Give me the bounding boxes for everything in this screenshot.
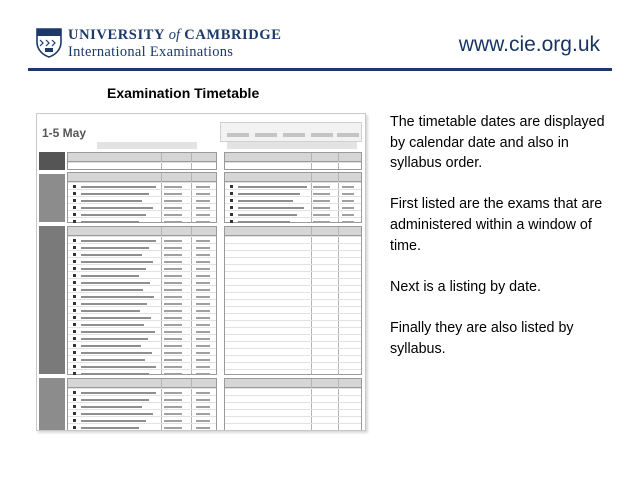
- timetable-row-bullet: [73, 309, 76, 312]
- timetable-row-bullet: [73, 344, 76, 347]
- timetable-row-line: [225, 299, 361, 300]
- timetable-row-bullet: [73, 274, 76, 277]
- timetable-row-line: [225, 250, 361, 251]
- timetable-row-duration: [196, 413, 210, 415]
- timetable-row-code: [313, 214, 330, 216]
- timetable-row-text: [81, 268, 146, 270]
- document-band: [97, 142, 197, 149]
- timetable-row-text: [81, 427, 139, 429]
- timetable-row-line: [68, 217, 216, 218]
- timetable-row-line: [225, 348, 361, 349]
- timetable-block: [67, 226, 217, 375]
- timetable-row-text: [81, 366, 156, 368]
- timetable-row-duration: [196, 214, 210, 216]
- timetable-row-text: [81, 406, 142, 408]
- timetable-row-line: [68, 409, 216, 410]
- timetable-row-line: [225, 236, 361, 237]
- timetable-row-text: [81, 247, 149, 249]
- timetable-row-text: [81, 289, 143, 291]
- timetable-row-code: [164, 310, 182, 312]
- timetable-block-header: [225, 153, 361, 162]
- timetable-row-duration: [196, 366, 210, 368]
- timetable-row-text: [81, 261, 153, 263]
- timetable-row-code: [164, 221, 182, 223]
- timetable-row-bullet: [230, 220, 233, 223]
- timetable-column-line: [191, 153, 192, 169]
- timetable-row-bullet: [230, 206, 233, 209]
- timetable-row-code: [164, 352, 182, 354]
- timetable-block-header: [68, 379, 216, 388]
- timetable-row-line: [225, 341, 361, 342]
- timetable-row-bullet: [73, 185, 76, 188]
- timetable-row-bullet: [73, 213, 76, 216]
- timetable-row-text: [81, 254, 142, 256]
- timetable-row-line: [68, 292, 216, 293]
- timetable-row-text: [81, 207, 153, 209]
- timetable-row-line: [225, 210, 361, 211]
- timetable-block: [224, 226, 362, 375]
- timetable-row-line: [225, 416, 361, 417]
- brand-cambridge: CAMBRIDGE: [184, 27, 282, 43]
- timetable-row-duration: [196, 289, 210, 291]
- timetable-row-text: [238, 186, 307, 188]
- timetable-row-line: [68, 299, 216, 300]
- timetable-row-bullet: [73, 426, 76, 429]
- cambridge-crest-icon: [36, 28, 62, 58]
- timetable-row-line: [225, 285, 361, 286]
- timetable-row-line: [225, 182, 361, 183]
- timetable-row-text: [238, 221, 290, 223]
- document-band: [227, 142, 357, 149]
- timetable-row-code: [164, 240, 182, 242]
- timetable-row-line: [68, 278, 216, 279]
- timetable-row-text: [81, 221, 139, 223]
- timetable-row-duration: [196, 193, 210, 195]
- timetable-row-code: [164, 207, 182, 209]
- paragraph-calendar-order: The timetable dates are displayed by calendar date and also in syllabus order.: [390, 114, 605, 172]
- timetable-row-text: [81, 345, 141, 347]
- timetable-row-line: [68, 327, 216, 328]
- timetable-row-duration: [196, 275, 210, 277]
- slide-heading: Examination Timetable: [107, 85, 260, 101]
- timetable-row-text: [81, 420, 146, 422]
- timetable-row-line: [225, 196, 361, 197]
- timetable-row-code: [164, 399, 182, 401]
- timetable-row-line: [225, 320, 361, 321]
- timetable-row-line: [225, 355, 361, 356]
- timetable-row-text: [81, 352, 152, 354]
- timetable-row-text: [81, 338, 148, 340]
- timetable-row-bullet: [73, 302, 76, 305]
- timetable-row-bullet: [73, 199, 76, 202]
- brand-university: UNIVERSITY: [68, 27, 165, 43]
- timetable-row-line: [68, 320, 216, 321]
- timetable-block-header: [225, 379, 361, 388]
- timetable-block: [224, 172, 362, 223]
- timetable-row-text: [81, 296, 154, 298]
- timetable-row-text: [81, 399, 149, 401]
- timetable-column-line: [311, 153, 312, 169]
- timetable-row-line: [68, 271, 216, 272]
- timetable-row-line: [225, 203, 361, 204]
- timetable-column-line: [191, 173, 192, 222]
- timetable-row-line: [68, 189, 216, 190]
- timetable-row-duration: [196, 268, 210, 270]
- timetable-row-duration: [196, 338, 210, 340]
- timetable-document-image: [36, 113, 366, 431]
- day-label-tuesday: [39, 174, 65, 222]
- timetable-row-code: [313, 193, 330, 195]
- day-header-label: [39, 152, 65, 170]
- timetable-row-text: [238, 214, 297, 216]
- timetable-row-line: [68, 388, 216, 389]
- timetable-row-bullet: [230, 192, 233, 195]
- timetable-row-line: [68, 395, 216, 396]
- timetable-row-bullet: [73, 391, 76, 394]
- timetable-row-code: [164, 200, 182, 202]
- timetable-row-line: [225, 217, 361, 218]
- timetable-row-code: [164, 413, 182, 415]
- timetable-row-line: [68, 285, 216, 286]
- timetable-row-code: [164, 282, 182, 284]
- timetable-row-text: [81, 282, 150, 284]
- timetable-row-line: [68, 243, 216, 244]
- timetable-row-line: [225, 313, 361, 314]
- timetable-row-line: [225, 388, 361, 389]
- timetable-column-line: [161, 153, 162, 169]
- timetable-row-bullet: [73, 405, 76, 408]
- timetable-row-bullet: [73, 337, 76, 340]
- timetable-row-line: [68, 264, 216, 265]
- brand-of: of: [168, 27, 181, 43]
- timetable-row-line: [225, 409, 361, 410]
- timetable-row-duration: [196, 310, 210, 312]
- timetable-row-duration: [342, 214, 354, 216]
- timetable-row-text: [81, 193, 149, 195]
- timetable-row-line: [225, 162, 361, 163]
- timetable-row-line: [68, 182, 216, 183]
- timetable-row-code: [164, 345, 182, 347]
- header: [0, 0, 638, 78]
- timetable-row-code: [164, 324, 182, 326]
- timetable-row-code: [164, 186, 182, 188]
- timetable-row-bullet: [73, 412, 76, 415]
- timetable-row-duration: [196, 352, 210, 354]
- timetable-column-line: [311, 173, 312, 222]
- timetable-row-code: [164, 254, 182, 256]
- timetable-row-bullet: [73, 295, 76, 298]
- timetable-row-text: [81, 373, 149, 375]
- timetable-row-code: [164, 420, 182, 422]
- timetable-row-text: [81, 310, 140, 312]
- paragraph-by-date: Next is a listing by date.: [390, 278, 541, 295]
- timetable-row-duration: [196, 221, 210, 223]
- timetable-row-line: [68, 430, 216, 431]
- timetable-block: [224, 378, 362, 431]
- timetable-row-code: [164, 289, 182, 291]
- timetable-row-code: [164, 296, 182, 298]
- timetable-row-line: [225, 362, 361, 363]
- timetable-row-text: [81, 413, 153, 415]
- timetable-row-text: [81, 275, 139, 277]
- timetable-row-duration: [196, 254, 210, 256]
- brand-logo: [68, 27, 282, 60]
- day-label-wednesday: [39, 226, 65, 374]
- timetable-row-duration: [196, 399, 210, 401]
- timetable-row-text: [81, 186, 156, 188]
- timetable-row-line: [225, 243, 361, 244]
- timetable-row-bullet: [73, 398, 76, 401]
- timetable-row-bullet: [73, 267, 76, 270]
- timetable-row-code: [164, 193, 182, 195]
- timetable-row-line: [225, 278, 361, 279]
- timetable-row-line: [225, 189, 361, 190]
- timetable-row-duration: [342, 221, 354, 223]
- timetable-row-line: [68, 334, 216, 335]
- timetable-row-text: [81, 392, 156, 394]
- timetable-row-text: [81, 324, 144, 326]
- timetable-column-line: [338, 173, 339, 222]
- timetable-row-duration: [196, 303, 210, 305]
- timetable-block-header: [68, 227, 216, 236]
- timetable-row-bullet: [230, 185, 233, 188]
- timetable-block-header: [225, 173, 361, 182]
- timetable-row-bullet: [73, 351, 76, 354]
- timetable-row-bullet: [73, 419, 76, 422]
- timetable-row-bullet: [73, 372, 76, 375]
- timetable-row-text: [81, 359, 145, 361]
- timetable-row-code: [164, 359, 182, 361]
- timetable-row-code: [164, 214, 182, 216]
- timetable-row-code: [313, 186, 330, 188]
- day-label-thursday: [39, 378, 65, 431]
- website-url[interactable]: www.cie.org.uk: [458, 33, 600, 56]
- timetable-row-duration: [342, 207, 354, 209]
- timetable-block-header: [68, 173, 216, 182]
- timetable-row-duration: [196, 359, 210, 361]
- timetable-row-bullet: [73, 330, 76, 333]
- timetable-row-code: [164, 373, 182, 375]
- timetable-row-line: [225, 264, 361, 265]
- timetable-row-duration: [196, 345, 210, 347]
- timetable-row-line: [225, 395, 361, 396]
- timetable-row-code: [164, 338, 182, 340]
- timetable-row-bullet: [73, 220, 76, 223]
- timetable-column-line: [161, 173, 162, 222]
- timetable-row-code: [164, 331, 182, 333]
- timetable-row-code: [164, 268, 182, 270]
- timetable-row-bullet: [73, 192, 76, 195]
- timetable-block: [67, 152, 217, 170]
- timetable-row-duration: [342, 200, 354, 202]
- timetable-row-line: [68, 196, 216, 197]
- timetable-row-duration: [196, 207, 210, 209]
- timetable-row-duration: [196, 331, 210, 333]
- timetable-row-bullet: [73, 206, 76, 209]
- timetable-row-duration: [196, 406, 210, 408]
- timetable-row-code: [164, 275, 182, 277]
- timetable-row-line: [68, 362, 216, 363]
- timetable-row-bullet: [73, 288, 76, 291]
- timetable-row-duration: [196, 317, 210, 319]
- timetable-row-text: [81, 331, 155, 333]
- timetable-row-text: [81, 200, 142, 202]
- timetable-row-duration: [196, 247, 210, 249]
- timetable-row-line: [225, 257, 361, 258]
- timetable-row-line: [68, 162, 216, 163]
- timetable-row-bullet: [230, 199, 233, 202]
- timetable-row-duration: [196, 373, 210, 375]
- timetable-row-line: [68, 236, 216, 237]
- timetable-row-duration: [196, 282, 210, 284]
- timetable-row-line: [225, 423, 361, 424]
- timetable-row-text: [238, 200, 293, 202]
- timetable-row-bullet: [73, 239, 76, 242]
- timetable-row-bullet: [73, 323, 76, 326]
- timetable-row-code: [164, 427, 182, 429]
- timetable-row-line: [225, 430, 361, 431]
- timetable-row-duration: [196, 427, 210, 429]
- timetable-row-code: [164, 366, 182, 368]
- timetable-block-header: [68, 153, 216, 162]
- timetable-row-duration: [196, 186, 210, 188]
- timetable-row-duration: [196, 296, 210, 298]
- timetable-block-header: [225, 227, 361, 236]
- timetable-row-duration: [196, 420, 210, 422]
- timetable-row-line: [68, 203, 216, 204]
- timetable-row-line: [68, 348, 216, 349]
- timetable-row-bullet: [73, 358, 76, 361]
- paragraph-window-exams: First listed are the exams that are administered within a window of time.: [390, 196, 603, 254]
- timetable-row-code: [164, 303, 182, 305]
- timetable-row-line: [225, 327, 361, 328]
- timetable-row-duration: [342, 186, 354, 188]
- timetable-row-bullet: [73, 316, 76, 319]
- paragraph-by-syllabus: Finally they are also listed by syllabus.: [390, 319, 574, 357]
- timetable-row-text: [81, 303, 147, 305]
- timetable-row-bullet: [73, 260, 76, 263]
- timetable-row-line: [68, 250, 216, 251]
- timetable-row-duration: [196, 392, 210, 394]
- timetable-row-line: [225, 292, 361, 293]
- timetable-row-duration: [196, 240, 210, 242]
- timetable-row-duration: [342, 193, 354, 195]
- timetable-row-text: [81, 317, 151, 319]
- timetable-row-line: [68, 355, 216, 356]
- timetable-row-text: [238, 207, 304, 209]
- timetable-row-bullet: [73, 246, 76, 249]
- timetable-row-line: [68, 341, 216, 342]
- timetable-row-text: [81, 214, 146, 216]
- timetable-row-code: [313, 221, 330, 223]
- timetable-row-code: [313, 207, 330, 209]
- brand-subtitle: International Examinations: [68, 43, 234, 60]
- timetable-row-line: [68, 423, 216, 424]
- timetable-row-duration: [196, 200, 210, 202]
- timetable-row-line: [68, 369, 216, 370]
- timetable-block: [67, 378, 217, 431]
- timetable-row-line: [68, 416, 216, 417]
- timetable-row-line: [225, 271, 361, 272]
- timetable-row-code: [164, 247, 182, 249]
- timetable-row-code: [164, 261, 182, 263]
- timetable-row-code: [164, 392, 182, 394]
- timetable-column-line: [338, 153, 339, 169]
- description-text: [390, 112, 620, 380]
- timetable-row-text: [238, 193, 300, 195]
- timetable-row-line: [68, 306, 216, 307]
- timetable-row-line: [68, 257, 216, 258]
- timetable-row-code: [313, 200, 330, 202]
- timetable-row-bullet: [73, 281, 76, 284]
- timetable-row-line: [68, 210, 216, 211]
- timetable-row-line: [225, 402, 361, 403]
- timetable-row-line: [225, 306, 361, 307]
- timetable-row-code: [164, 406, 182, 408]
- timetable-row-line: [225, 334, 361, 335]
- timetable-block: [67, 172, 217, 223]
- timetable-row-duration: [196, 261, 210, 263]
- timetable-block: [224, 152, 362, 170]
- timetable-row-line: [225, 369, 361, 370]
- timetable-row-code: [164, 317, 182, 319]
- timetable-row-duration: [196, 324, 210, 326]
- document-date-range: 1-5 May: [42, 126, 87, 140]
- timetable-row-bullet: [230, 213, 233, 216]
- timetable-row-bullet: [73, 365, 76, 368]
- header-rule: [28, 68, 612, 71]
- timetable-row-line: [68, 313, 216, 314]
- timetable-row-bullet: [73, 253, 76, 256]
- timetable-row-line: [68, 402, 216, 403]
- timetable-row-text: [81, 240, 156, 242]
- document-key-box: [220, 122, 362, 142]
